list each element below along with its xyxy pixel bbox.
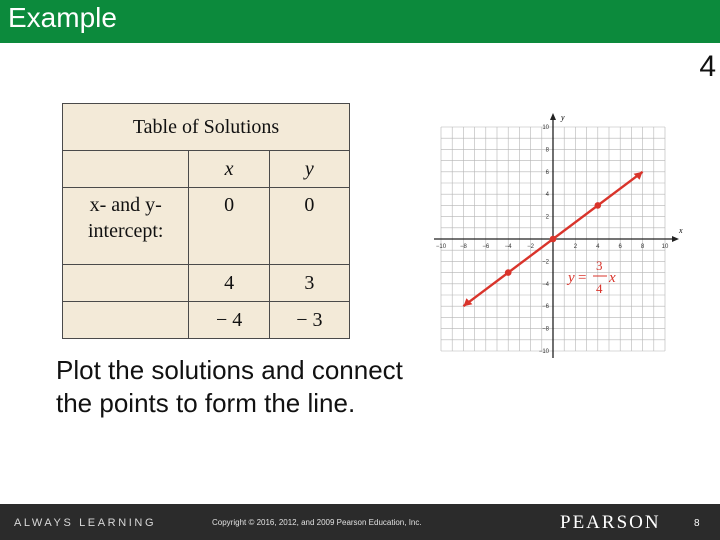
equation-label [566,258,616,296]
x-tick-label: −8 [459,244,467,250]
x-tick-label: −4 [504,244,512,250]
x-axis-label: x [679,226,683,235]
footer-bar [0,504,720,540]
x-tick-label: −10 [435,244,447,250]
instruction-text: Plot the solutions and connect the points to form the line. [56,355,403,418]
table-row-label-blank [63,265,189,302]
table-row-label-blank [63,302,189,339]
y-tick-label: 2 [545,214,549,221]
table-header-x: x [189,151,269,188]
solutions-table [62,103,350,339]
equation-equals-sign: = [578,270,587,286]
title-bar [0,0,720,43]
table-row-label: x- and y-intercept: [63,188,189,265]
example-number: 4 [699,50,716,83]
solution-point [505,269,512,276]
table-header-y: y [269,151,349,188]
x-tick-label: 6 [618,244,622,250]
x-axis-arrow-icon [672,236,679,242]
x-tick-label: 10 [661,244,669,250]
x-tick-label: −2 [527,244,535,250]
y-axis-arrow-icon [550,113,556,120]
x-tick-label: −6 [482,244,490,250]
table-cell-x: 4 [189,265,269,302]
y-tick-label: 10 [542,125,549,131]
solution-point [595,202,602,209]
table-cell-x: 0 [189,188,269,265]
table-cell-y: 0 [269,188,349,265]
x-tick-label: 4 [596,244,600,250]
footer-brand: PEARSON [560,512,661,533]
y-tick-label: 6 [545,169,549,176]
table-cell-y: − 3 [269,302,349,339]
footer-copyright: Copyright © 2016, 2012, and 2009 Pearson Education, Inc. [212,518,422,527]
slide-title: Example [8,2,117,33]
equation-lhs: y [568,270,575,286]
y-tick-label: 4 [545,192,549,199]
y-tick-label: −6 [542,304,549,311]
page-number: 8 [694,518,700,529]
x-tick-label: 2 [573,244,578,250]
table-cell-y: 3 [269,265,349,302]
coordinate-graph [420,110,690,360]
table-header-blank [63,151,189,188]
x-tick-label: 8 [640,244,645,250]
y-tick-label: −4 [542,281,549,288]
solution-point [550,236,557,243]
table-caption: Table of Solutions [63,104,350,151]
equation-variable: x [609,270,616,286]
table-cell-x: − 4 [189,302,269,339]
equation-denominator: 4 [596,281,603,296]
y-tick-label: −10 [538,349,549,355]
y-tick-label: 8 [545,147,549,154]
y-axis-label: y [561,113,565,122]
equation-numerator: 3 [596,258,603,273]
y-tick-label: −8 [542,326,549,333]
footer-tagline: ALWAYS LEARNING [14,517,157,529]
y-tick-label: −2 [542,259,549,266]
